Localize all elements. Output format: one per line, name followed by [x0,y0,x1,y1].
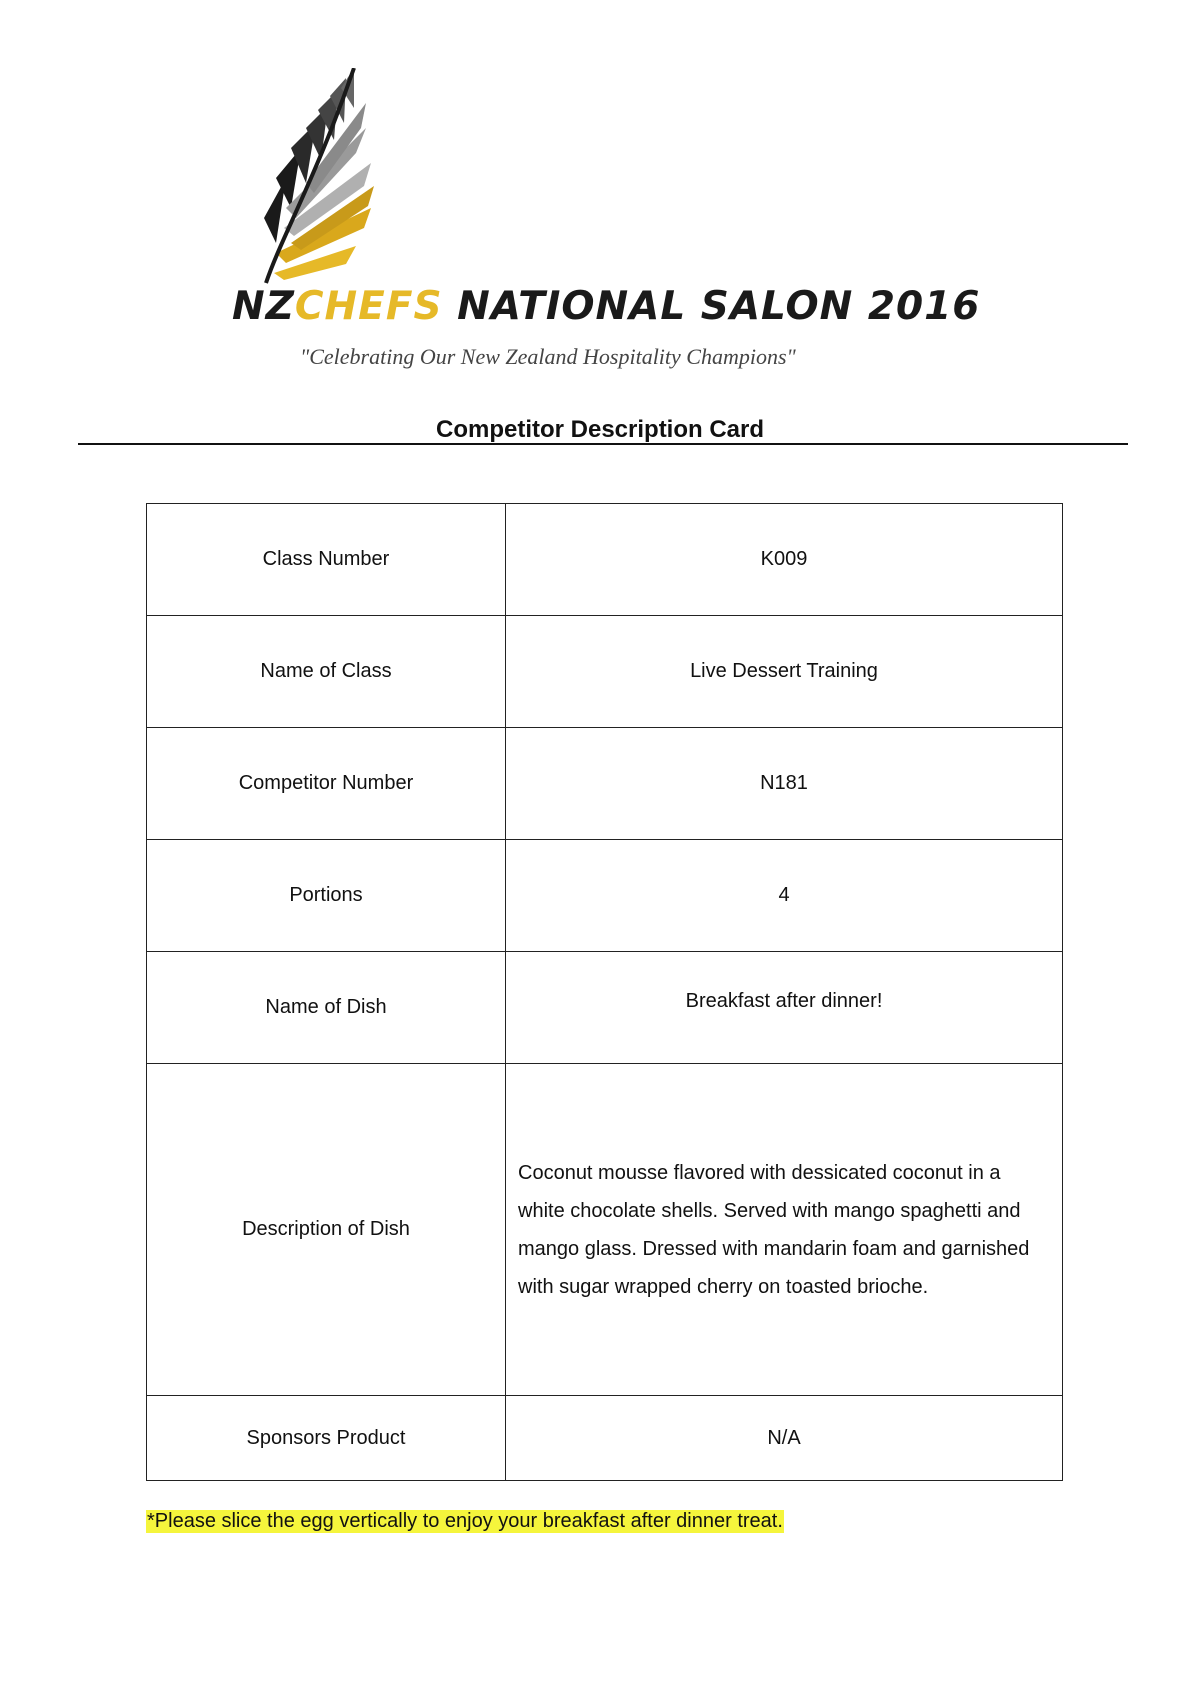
sponsors-product-value: N/A [506,1396,1063,1481]
competitor-number-value: N181 [506,728,1063,840]
class-name-label: Name of Class [147,616,506,728]
class-number-value: K009 [506,504,1063,616]
table-row [147,728,1063,840]
table-row [147,1396,1063,1481]
event-tagline: "Celebrating Our New Zealand Hospitality Champions" [300,344,796,369]
event-title-nz: NZ [232,284,295,329]
class-name-value: Live Dessert Training [506,616,1063,728]
heading-rule [78,443,1128,445]
portions-label: Portions [147,840,506,952]
sponsors-product-label: Sponsors Product [147,1396,506,1481]
table-row [147,952,1063,1064]
event-title [232,284,992,329]
dish-name-value: Breakfast after dinner! [685,990,883,1012]
serving-note: *Please slice the egg vertically to enjoy your breakfast after dinner treat. [147,1510,783,1532]
dish-description-value: Coconut mousse flavored with dessicated coconut in a white chocolate shells. Served with mango spaghetti and mango glass. Dressed with mandarin foam and garnished with sugar wrapped cherry on toasted brioche. [506,1064,1063,1396]
table-row [147,616,1063,728]
table-row [147,1064,1063,1396]
competitor-card-table [146,503,1063,1481]
event-title-chefs: CHEFS [294,284,443,329]
fern-logo-icon [246,68,406,288]
portions-value: 4 [506,840,1063,952]
dish-name-label: Name of Dish [147,952,506,1064]
class-number-label: Class Number [147,504,506,616]
table-row [147,504,1063,616]
card-heading: Competitor Description Card [435,416,765,443]
dish-description-label: Description of Dish [147,1064,506,1396]
event-title-rest: NATIONAL SALON 2016 [442,284,981,329]
competitor-number-label: Competitor Number [147,728,506,840]
dish-name-cell [506,952,1063,1064]
table-row [147,840,1063,952]
